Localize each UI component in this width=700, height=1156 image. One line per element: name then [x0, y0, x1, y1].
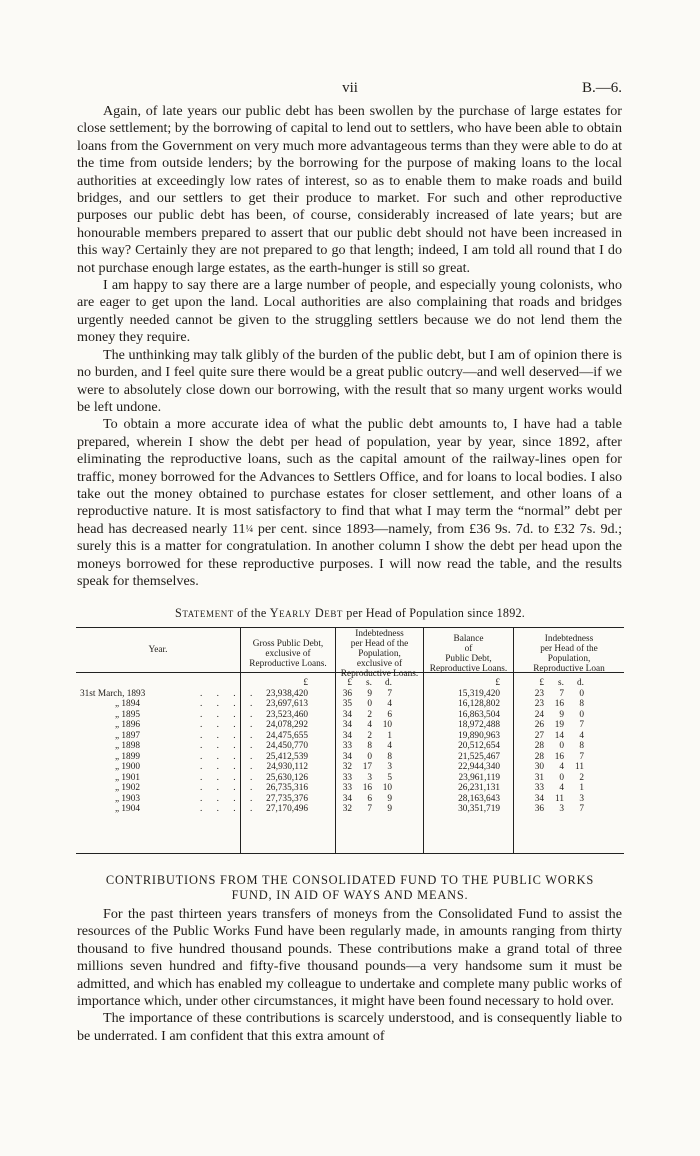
header-year: Year. — [148, 645, 168, 655]
year-cell: „ 1899 — [114, 751, 140, 762]
leader-dots: . . . . — [200, 741, 259, 751]
year-cell: „ 1900 — [114, 762, 140, 772]
indebtedness-shillings-cell: 17 — [362, 762, 372, 772]
balance-cell: 16,128,802 — [458, 699, 500, 709]
paragraph: The importance of these contributions is scarcely understood, and is consequently liable to be underrated. I am confident that this extra amount of — [77, 1010, 622, 1044]
table-header — [76, 628, 624, 679]
header-line: per Head of the — [540, 644, 598, 654]
table-title — [0, 606, 700, 621]
gross-debt-cell: 23,697,613 — [266, 699, 308, 709]
reproductive-pence-cell: 3 — [579, 793, 584, 804]
gross-debt-cell: 25,630,126 — [266, 772, 308, 783]
indebtedness-pence-cell: 7 — [387, 688, 392, 699]
reproductive-pence-cell: 7 — [579, 720, 584, 730]
header-line: Population, — [358, 649, 401, 659]
indebtedness-pounds-cell: 34 — [342, 720, 352, 730]
header-gross-debt — [241, 639, 335, 669]
indebtedness-pence-cell: 4 — [387, 741, 392, 751]
reproductive-shillings-cell: 14 — [554, 730, 564, 741]
indebtedness-shillings-cell: 3 — [367, 772, 372, 783]
reproductive-shillings-cell: 11 — [555, 793, 564, 804]
leader-dots: . . . . — [200, 793, 259, 804]
reproductive-pence-cell: 11 — [575, 762, 584, 772]
leader-dots: . . . . — [200, 783, 259, 793]
year-cell: „ 1903 — [114, 793, 140, 804]
paragraph: For the past thirteen years transfers of moneys from the Consolidated Fund to assist the resources of the Public Works Fund have been regularly made, in amounts ranging from thirty thousand to five hundred thousand pounds. These contributions make a grand total of three millions seven hundred and fifty-five thousand pounds—a very handsome sum it must be admitted, and which has enabled my colleague to undertake and complete many public works of importance which, under other circumstances, it might have been found necessary to hold over. — [77, 906, 622, 1010]
debt-table — [76, 627, 624, 854]
indebtedness-pence-cell: 9 — [387, 793, 392, 804]
reproductive-pence-cell: 4 — [579, 730, 584, 741]
indebtedness-pounds-cell: 33 — [342, 741, 352, 751]
leader-dots: . . . . — [200, 699, 259, 709]
indebtedness-pence-cell: 8 — [387, 751, 392, 762]
balance-cell: 28,163,643 — [458, 793, 500, 804]
gross-debt-cell: 27,170,496 — [266, 804, 308, 814]
indebtedness-pence-cell: 1 — [387, 730, 392, 741]
leader-dots: . . . . — [200, 804, 259, 814]
fraction: ¼ — [245, 523, 254, 535]
indebtedness-shillings-cell: 8 — [367, 741, 372, 751]
year-cell: „ 1894 — [114, 699, 140, 709]
leader-dots: . . . . — [200, 730, 259, 741]
table-row — [76, 741, 624, 752]
header-line: Indebtedness — [355, 629, 404, 639]
page-number: vii — [342, 80, 358, 96]
header-line: Reproductive Loans. — [429, 664, 508, 674]
header-line: Reproductive Loans. — [249, 659, 327, 669]
header-line: exclusive of — [356, 659, 403, 669]
unit-label: £ — [347, 678, 352, 688]
units-row — [76, 678, 624, 689]
leader-dots: . . . . — [200, 688, 259, 699]
gross-debt-cell: 24,078,292 — [266, 720, 308, 730]
leader-dots: . . . . — [200, 720, 259, 730]
gross-debt-cell: 24,930,112 — [266, 762, 308, 772]
header-line: Balance — [453, 634, 484, 644]
header-balance — [424, 634, 513, 674]
balance-cell: 22,944,340 — [458, 762, 500, 772]
reproductive-pence-cell: 7 — [579, 751, 584, 762]
indebtedness-pence-cell: 5 — [387, 772, 392, 783]
reproductive-shillings-cell: 16 — [554, 751, 564, 762]
header-indebtedness-reproductive — [514, 634, 624, 674]
unit-label: £ — [303, 678, 308, 688]
paragraph: Again, of late years our public debt has been swollen by the purchase of large estates for close settlement; by the borrowing of capital to lend out to settlers, who have been able to obtain loans from the Government on very much more advantageous terms than they were able to do at the time from outside lenders; by the borrowing for the purpose of making loans to the local authorities at exceedingly low rates of interest, so as to enable them to make roads and build bridges, and our settlers to get their produce to market. For such and other reproductive purposes our public debt has been, of course, considerably increased of late years; but are honourable members prepared to assert that our public debt should not have been increased in this way? Certainly they are not prepared to go that length; indeed, I am told all round that I do not purchase enough large estates, as the earth-hunger is still so great. — [77, 103, 622, 276]
reproductive-shillings-cell: 3 — [559, 804, 564, 814]
unit-label: d. — [385, 678, 392, 688]
table-title-part: Yearly Debt — [269, 606, 344, 620]
unit-label: s. — [366, 678, 372, 688]
unit-label: d. — [577, 678, 584, 688]
reproductive-pence-cell: 8 — [579, 699, 584, 709]
gross-debt-cell: 27,735,376 — [266, 793, 308, 804]
paragraph: I am happy to say there are a large number of people, and especially young colonists, who are eager to get upon the land. Local authorities are also complaining that roads and bridges urgently needed cannot be given to the struggling settlers because we do not lend them the money they require. — [77, 277, 622, 346]
gross-debt-cell: 25,412,539 — [266, 751, 308, 762]
indebtedness-pounds-cell: 32 — [342, 804, 352, 814]
table-row — [76, 752, 624, 763]
indebtedness-pounds-cell: 33 — [342, 783, 352, 793]
header-line: Reproductive Loan — [533, 664, 605, 674]
section-heading-line: FUND, IN AID OF WAYS AND MEANS. — [231, 888, 469, 902]
reproductive-shillings-cell: 19 — [554, 720, 564, 730]
indebtedness-shillings-cell: 0 — [367, 751, 372, 762]
gross-debt-cell: 24,450,770 — [266, 741, 308, 751]
unit-label: s. — [558, 678, 564, 688]
paragraph-text: To obtain a more accurate idea of what the public debt amounts to, I have had a table prepared, wherein I show the debt per head of population, year by year, since 1892, after eliminating the reproductive loans, such as the capital amount of the railway-lines open for traffic, money borrowed for the Advances to Settlers Office, and for loans to local bodies. I also take out the money obtained to purchase estates for closer settlement, and other loans of a reproductive nature. It is most satisfactory to find that what I may term the “normal” debt per head has decreased nearly 11 — [77, 416, 622, 537]
leader-dots: . . . . — [200, 751, 259, 762]
balance-cell: 21,525,467 — [458, 751, 500, 762]
reproductive-pounds-cell: 30 — [534, 762, 544, 772]
header-line: Population, — [547, 654, 591, 664]
paragraph-text: per cent. since 1893—namely, from £36 9s. 7d. to £32 7s. 9d.; surely this is a matter for congratulation. In another column I show the debt per head upon the moneys borrowed for these reproductive purposes. I will now read the table, and the results speak for themselves. — [77, 520, 622, 589]
table-row — [76, 689, 624, 700]
header-line: Reproductive Loans. — [340, 669, 419, 679]
indebtedness-shillings-cell: 7 — [367, 804, 372, 814]
reproductive-shillings-cell: 0 — [559, 741, 564, 751]
unit-label: £ — [495, 678, 500, 688]
header-line: Indebtedness — [544, 634, 594, 644]
indebtedness-shillings-cell: 16 — [362, 783, 372, 793]
paragraph — [77, 416, 622, 590]
header-line: exclusive of — [265, 649, 311, 659]
reproductive-shillings-cell: 0 — [559, 772, 564, 783]
indebtedness-pounds-cell: 35 — [342, 699, 352, 709]
year-cell: „ 1896 — [114, 720, 140, 730]
gross-debt-cell: 23,938,420 — [266, 688, 308, 699]
indebtedness-shillings-cell: 2 — [367, 730, 372, 741]
indebtedness-shillings-cell: 2 — [367, 709, 372, 720]
reproductive-pence-cell: 0 — [579, 688, 584, 699]
header-line: per Head of the — [350, 639, 409, 649]
indebtedness-pence-cell: 10 — [382, 720, 392, 730]
reproductive-pounds-cell: 23 — [534, 699, 544, 709]
table-row — [76, 804, 624, 815]
reproductive-pounds-cell: 28 — [534, 741, 544, 751]
header-indebtedness-exclusive — [336, 629, 423, 679]
indebtedness-pence-cell: 6 — [387, 709, 392, 720]
balance-cell: 18,972,488 — [458, 720, 500, 730]
indebtedness-pounds-cell: 34 — [342, 751, 352, 762]
indebtedness-pounds-cell: 34 — [342, 709, 352, 720]
header-line: of — [464, 644, 473, 654]
body-text-top — [77, 103, 622, 590]
table-row — [76, 794, 624, 805]
reproductive-shillings-cell: 4 — [559, 762, 564, 772]
reproductive-pounds-cell: 36 — [534, 804, 544, 814]
table-row — [76, 699, 624, 710]
indebtedness-pounds-cell: 36 — [342, 688, 352, 699]
reproductive-shillings-cell: 4 — [559, 783, 564, 793]
indebtedness-shillings-cell: 6 — [367, 793, 372, 804]
table-row — [76, 783, 624, 794]
body-text-bottom — [77, 906, 622, 1045]
table-row — [76, 720, 624, 731]
reproductive-pounds-cell: 33 — [534, 783, 544, 793]
reproductive-pounds-cell: 26 — [534, 720, 544, 730]
year-cell: „ 1901 — [114, 772, 140, 783]
paragraph: The unthinking may talk glibly of the burden of the public debt, but I am of opinion there is no burden, and I feel quite sure there would be a great public outcry—and well deserved—if we were to absolutely close down our borrowing, with the result that so many urgent works would be left undone. — [77, 346, 622, 415]
year-cell: 31st March, 1893 — [80, 688, 146, 699]
indebtedness-shillings-cell: 0 — [367, 699, 372, 709]
reproductive-pence-cell: 0 — [579, 709, 584, 720]
reproductive-pounds-cell: 24 — [534, 709, 544, 720]
leader-dots: . . . . — [200, 709, 259, 720]
table-title-part: of the — [233, 606, 270, 620]
gross-debt-cell: 26,735,316 — [266, 783, 308, 793]
leader-dots: . . . . — [200, 772, 259, 783]
reproductive-pence-cell: 1 — [579, 783, 584, 793]
year-cell: „ 1897 — [114, 730, 140, 741]
balance-cell: 20,512,654 — [458, 741, 500, 751]
header-line: Public Debt, — [445, 654, 492, 664]
balance-cell: 26,231,131 — [458, 783, 500, 793]
reproductive-pounds-cell: 23 — [534, 688, 544, 699]
indebtedness-pence-cell: 9 — [387, 804, 392, 814]
indebtedness-pounds-cell: 33 — [342, 772, 352, 783]
leader-dots: . . . . — [200, 762, 259, 772]
table-row — [76, 762, 624, 773]
section-heading-line: CONTRIBUTIONS FROM THE CONSOLIDATED FUND TO THE PUBLIC WORKS — [105, 873, 595, 887]
year-cell: „ 1898 — [114, 741, 140, 751]
reproductive-pounds-cell: 28 — [534, 751, 544, 762]
reproductive-pounds-cell: 31 — [534, 772, 544, 783]
table-body — [76, 678, 624, 815]
section-heading — [0, 873, 700, 903]
reproductive-shillings-cell: 9 — [559, 709, 564, 720]
year-cell: „ 1895 — [114, 709, 140, 720]
indebtedness-shillings-cell: 9 — [367, 688, 372, 699]
balance-cell: 15,319,420 — [458, 688, 500, 699]
unit-label: £ — [539, 678, 544, 688]
table-title-part: per Head of Population since 1892. — [343, 606, 526, 620]
indebtedness-pounds-cell: 32 — [342, 762, 352, 772]
table-row — [76, 710, 624, 721]
balance-cell: 23,961,119 — [458, 772, 500, 783]
reproductive-pence-cell: 7 — [579, 804, 584, 814]
gross-debt-cell: 23,523,460 — [266, 709, 308, 720]
indebtedness-pounds-cell: 34 — [342, 793, 352, 804]
indebtedness-pence-cell: 3 — [387, 762, 392, 772]
balance-cell: 16,863,504 — [458, 709, 500, 720]
reproductive-pence-cell: 2 — [579, 772, 584, 783]
document-reference: B.—6. — [581, 80, 622, 96]
reproductive-pounds-cell: 27 — [534, 730, 544, 741]
balance-cell: 19,890,963 — [458, 730, 500, 741]
table-rows — [76, 689, 624, 815]
header-line: Gross Public Debt, — [252, 639, 324, 649]
gross-debt-cell: 24,475,655 — [266, 730, 308, 741]
table-row — [76, 731, 624, 742]
reproductive-shillings-cell: 16 — [554, 699, 564, 709]
balance-cell: 30,351,719 — [458, 804, 500, 814]
indebtedness-shillings-cell: 4 — [367, 720, 372, 730]
indebtedness-pence-cell: 10 — [382, 783, 392, 793]
reproductive-pounds-cell: 34 — [534, 793, 544, 804]
year-cell: „ 1902 — [114, 783, 140, 793]
table-row — [76, 773, 624, 784]
year-cell: „ 1904 — [114, 804, 140, 814]
table-title-part: Statement — [174, 606, 234, 620]
indebtedness-pounds-cell: 34 — [342, 730, 352, 741]
indebtedness-pence-cell: 4 — [387, 699, 392, 709]
reproductive-pence-cell: 8 — [579, 741, 584, 751]
reproductive-shillings-cell: 7 — [559, 688, 564, 699]
